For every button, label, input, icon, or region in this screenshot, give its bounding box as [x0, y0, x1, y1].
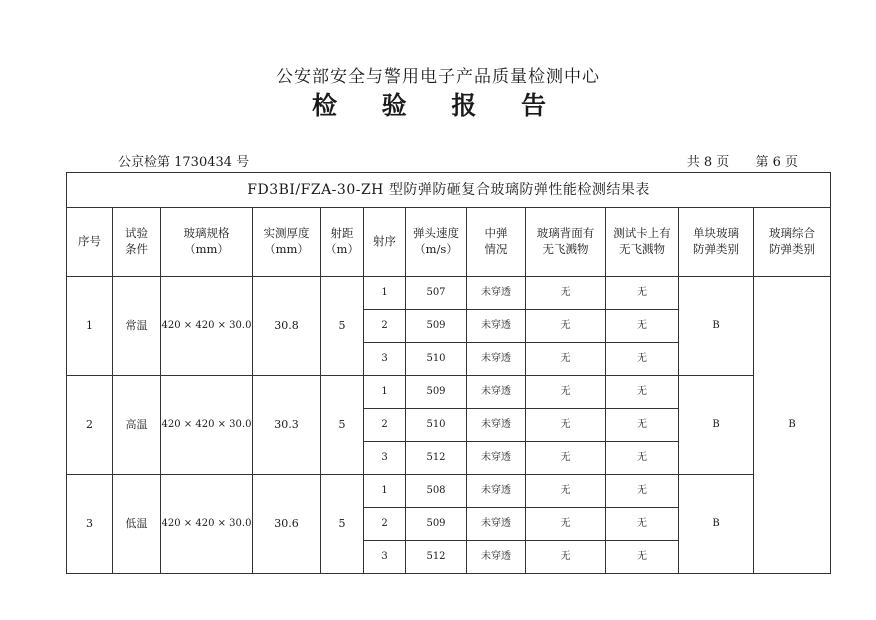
single-glass-category: B — [679, 376, 754, 475]
hit-result: 未穿透 — [467, 442, 526, 475]
report-title: 检 验 报 告 — [311, 91, 565, 120]
column-header — [406, 208, 467, 277]
results-table — [66, 172, 831, 574]
back-spall: 无 — [526, 310, 606, 343]
column-header-line2: 情况 — [484, 242, 508, 256]
witness-card-spall: 无 — [606, 343, 679, 376]
column-header — [754, 208, 831, 277]
witness-card-spall: 无 — [606, 310, 679, 343]
glass-spec: 420 × 420 × 30.0 — [161, 475, 253, 574]
shooting-distance: 5 — [321, 475, 364, 574]
column-header — [321, 208, 364, 277]
column-header-line2: 条件 — [125, 242, 148, 256]
shot-sequence: 3 — [364, 343, 406, 376]
hit-result: 未穿透 — [467, 277, 526, 310]
column-header-line1: 试验 — [125, 226, 148, 241]
measured-thickness: 30.6 — [253, 475, 321, 574]
current-page: 第 6 页 — [755, 155, 798, 170]
bullet-velocity: 509 — [406, 508, 467, 541]
test-condition: 高温 — [113, 376, 161, 475]
bullet-velocity: 508 — [406, 475, 467, 508]
column-header — [467, 208, 526, 277]
hit-result: 未穿透 — [467, 376, 526, 409]
witness-card-spall: 无 — [606, 442, 679, 475]
column-header-line1: 序号 — [78, 234, 101, 249]
table-row — [67, 475, 831, 508]
back-spall: 无 — [526, 376, 606, 409]
column-header-line1: 玻璃背面有 — [536, 226, 595, 241]
column-header-line2: （mm） — [264, 242, 309, 256]
shot-sequence: 1 — [364, 475, 406, 508]
test-condition: 常温 — [113, 277, 161, 376]
report-number: 公京检第 1730434 号 — [118, 155, 250, 170]
total-pages: 共 8 页 — [686, 155, 730, 170]
organization-name: 公安部安全与警用电子产品质量检测中心 — [276, 67, 600, 87]
witness-card-spall: 无 — [606, 508, 679, 541]
table-header-row — [67, 208, 831, 277]
witness-card-spall: 无 — [606, 277, 679, 310]
column-header-line1: 实测厚度 — [263, 226, 310, 241]
column-header-line1: 测试卡上有 — [613, 226, 671, 241]
bullet-velocity: 509 — [406, 376, 467, 409]
back-spall: 无 — [526, 442, 606, 475]
shot-sequence: 2 — [364, 409, 406, 442]
column-header — [364, 208, 406, 277]
table-row — [67, 376, 831, 409]
page-indicator — [665, 151, 798, 170]
group-number: 3 — [67, 475, 113, 574]
witness-card-spall: 无 — [606, 541, 679, 574]
column-header-line1: 中弹 — [484, 226, 508, 241]
column-header-line2: 无飞溅物 — [619, 242, 665, 256]
back-spall: 无 — [526, 541, 606, 574]
column-header-line1: 玻璃规格 — [183, 226, 230, 241]
bullet-velocity: 510 — [406, 409, 467, 442]
hit-result: 未穿透 — [467, 541, 526, 574]
test-condition: 低温 — [113, 475, 161, 574]
column-header — [526, 208, 606, 277]
column-header-line1: 射距 — [330, 226, 354, 241]
bullet-velocity: 507 — [406, 277, 467, 310]
back-spall: 无 — [526, 508, 606, 541]
shot-sequence: 3 — [364, 442, 406, 475]
back-spall: 无 — [526, 343, 606, 376]
column-header — [113, 208, 161, 277]
witness-card-spall: 无 — [606, 376, 679, 409]
group-number: 2 — [67, 376, 113, 475]
glass-spec: 420 × 420 × 30.0 — [161, 376, 253, 475]
witness-card-spall: 无 — [606, 409, 679, 442]
single-glass-category: B — [679, 277, 754, 376]
hit-result: 未穿透 — [467, 409, 526, 442]
shooting-distance: 5 — [321, 277, 364, 376]
column-header — [253, 208, 321, 277]
shot-sequence: 3 — [364, 541, 406, 574]
column-header — [679, 208, 754, 277]
shot-sequence: 2 — [364, 310, 406, 343]
hit-result: 未穿透 — [467, 508, 526, 541]
column-header — [606, 208, 679, 277]
overall-category: B — [754, 277, 831, 574]
bullet-velocity: 512 — [406, 541, 467, 574]
group-number: 1 — [67, 277, 113, 376]
column-header-line1: 单块玻璃 — [693, 226, 739, 241]
bullet-velocity: 509 — [406, 310, 467, 343]
shot-sequence: 1 — [364, 277, 406, 310]
column-header-line2: 防弹类别 — [693, 242, 739, 256]
back-spall: 无 — [526, 409, 606, 442]
column-header-line2: 无飞溅物 — [542, 242, 589, 256]
column-header — [67, 208, 113, 277]
column-header-line1: 玻璃综合 — [769, 226, 816, 241]
single-glass-category: B — [679, 475, 754, 574]
table-title: FD3BI/FZA-30-ZH 型防弹防砸复合玻璃防弹性能检测结果表 — [67, 173, 831, 208]
glass-spec: 420 × 420 × 30.0 — [161, 277, 253, 376]
hit-result: 未穿透 — [467, 310, 526, 343]
back-spall: 无 — [526, 475, 606, 508]
column-header-line2: 防弹类别 — [769, 242, 816, 256]
column-header-line2: （mm） — [184, 242, 229, 256]
column-header — [161, 208, 253, 277]
shot-sequence: 1 — [364, 376, 406, 409]
back-spall: 无 — [526, 277, 606, 310]
measured-thickness: 30.8 — [253, 277, 321, 376]
shot-sequence: 2 — [364, 508, 406, 541]
hit-result: 未穿透 — [467, 343, 526, 376]
column-header-line1: 弹头速度 — [413, 226, 459, 241]
bullet-velocity: 512 — [406, 442, 467, 475]
column-header-line1: 射序 — [373, 234, 396, 249]
column-header-line2: （m） — [325, 242, 359, 256]
bullet-velocity: 510 — [406, 343, 467, 376]
column-header-line2: （m/s） — [414, 242, 458, 256]
hit-result: 未穿透 — [467, 475, 526, 508]
measured-thickness: 30.3 — [253, 376, 321, 475]
witness-card-spall: 无 — [606, 475, 679, 508]
table-row — [67, 277, 831, 310]
shooting-distance: 5 — [321, 376, 364, 475]
